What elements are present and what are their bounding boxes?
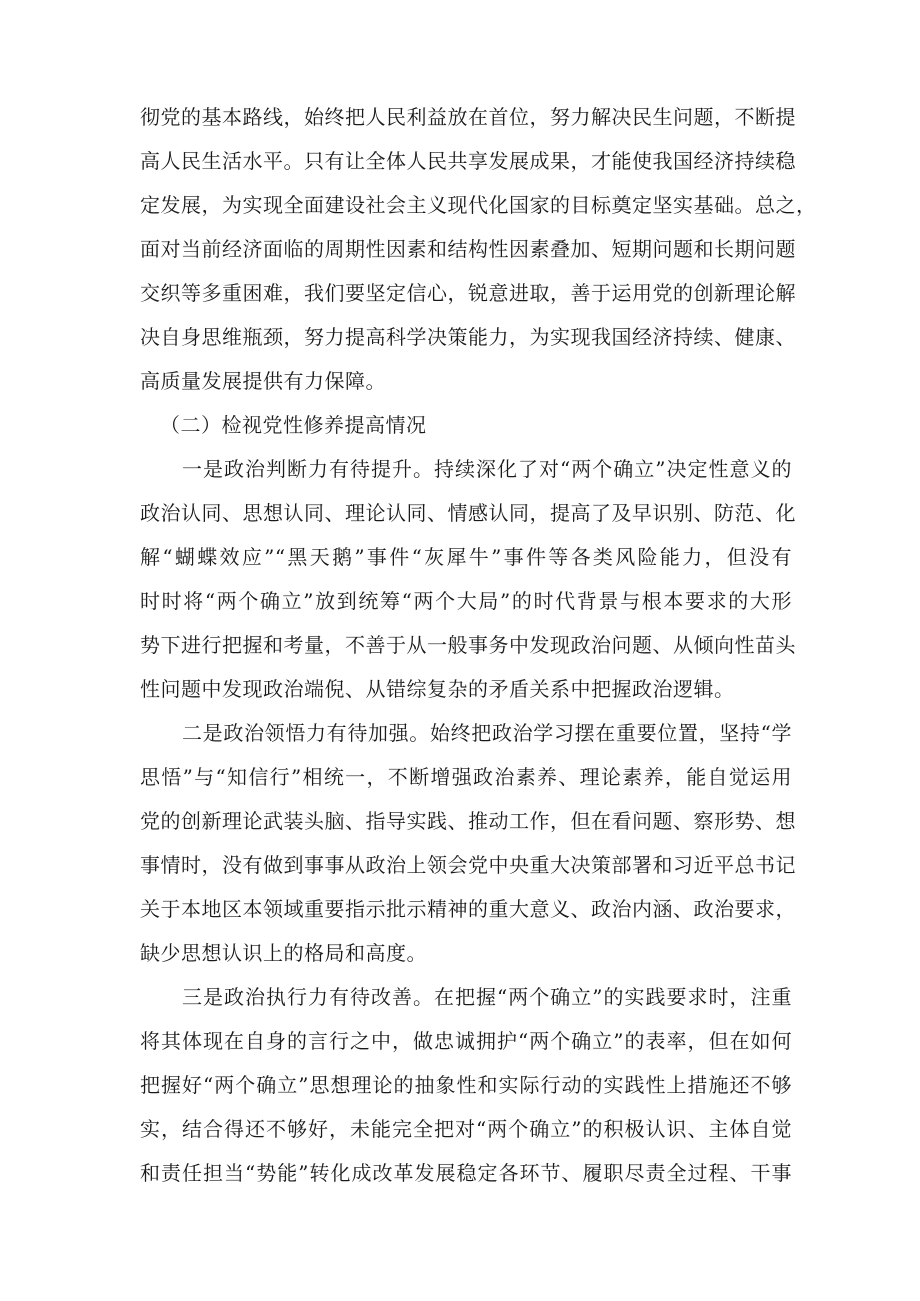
paragraph-line: 二是政治领悟力有待加强。始终把政治学习摆在重要位置，坚持“学 [182,721,792,745]
paragraph-line: 一是政治判断力有待提升。持续深化了对“两个确立”决定性意义的 [182,457,792,481]
paragraph-line: 势下进行把握和考量，不善于从一般事务中发现政治问题、从倾向性苗头 [140,633,796,657]
paragraph-line: 面对当前经济面临的周期性因素和结构性因素叠加、短期问题和长期问题 [140,237,796,261]
paragraph-line: 高质量发展提供有力保障。 [140,369,386,393]
paragraph-line: 政治认同、思想认同、理论认同、情感认同，提高了及早识别、防范、化 [140,501,796,525]
paragraph-line: 把握好“两个确立”思想理论的抽象性和实际行动的实践性上措施还不够 [140,1073,792,1097]
paragraph-line: 关于本地区本领域重要指示批示精神的重大意义、政治内涵、政治要求， [140,897,796,921]
paragraph-line: 交织等多重困难，我们要坚定信心，锐意进取，善于运用党的创新理论解 [140,281,796,305]
paragraph-line: 彻党的基本路线，始终把人民利益放在首位，努力解决民生问题，不断提 [140,105,796,129]
paragraph-line: 决自身思维瓶颈，努力提高科学决策能力，为实现我国经济持续、健康、 [140,325,796,349]
paragraph-line: 和责任担当“势能”转化成改革发展稳定各环节、履职尽责全过程、干事 [140,1161,792,1185]
paragraph-line: 实，结合得还不够好，未能完全把对“两个确立”的积极认识、主体自觉 [140,1117,792,1141]
paragraph-line: 高人民生活水平。只有让全体人民共享发展成果，才能使我国经济持续稳 [140,149,796,173]
paragraph-line: 思悟”与“知信行”相统一，不断增强政治素养、理论素养，能自觉运用 [140,765,792,789]
paragraph-line: 定发展，为实现全面建设社会主义现代化国家的目标奠定坚实基础。总之， [140,193,817,217]
paragraph-line: 解“蝴蝶效应”“黑天鹅”事件“灰犀牛”事件等各类风险能力，但没有 [140,545,792,569]
paragraph-line: 事情时，没有做到事事从政治上领会党中央重大决策部署和习近平总书记 [140,853,796,877]
paragraph-line: 缺少思想认识上的格局和高度。 [140,941,427,965]
section-heading: （二）检视党性修养提高情况 [160,413,427,437]
paragraph-line: 性问题中发现政治端倪、从错综复杂的矛盾关系中把握政治逻辑。 [140,677,735,701]
paragraph-line: 时时将“两个确立”放到统筹“两个大局”的时代背景与根本要求的大形 [140,589,792,613]
paragraph-line: 将其体现在自身的言行之中，做忠诚拥护“两个确立”的表率，但在如何 [140,1029,792,1053]
paragraph-line: 党的创新理论武装头脑、指导实践、推动工作，但在看问题、察形势、想 [140,809,796,833]
paragraph-line: 三是政治执行力有待改善。在把握“两个确立”的实践要求时，注重 [182,985,792,1009]
